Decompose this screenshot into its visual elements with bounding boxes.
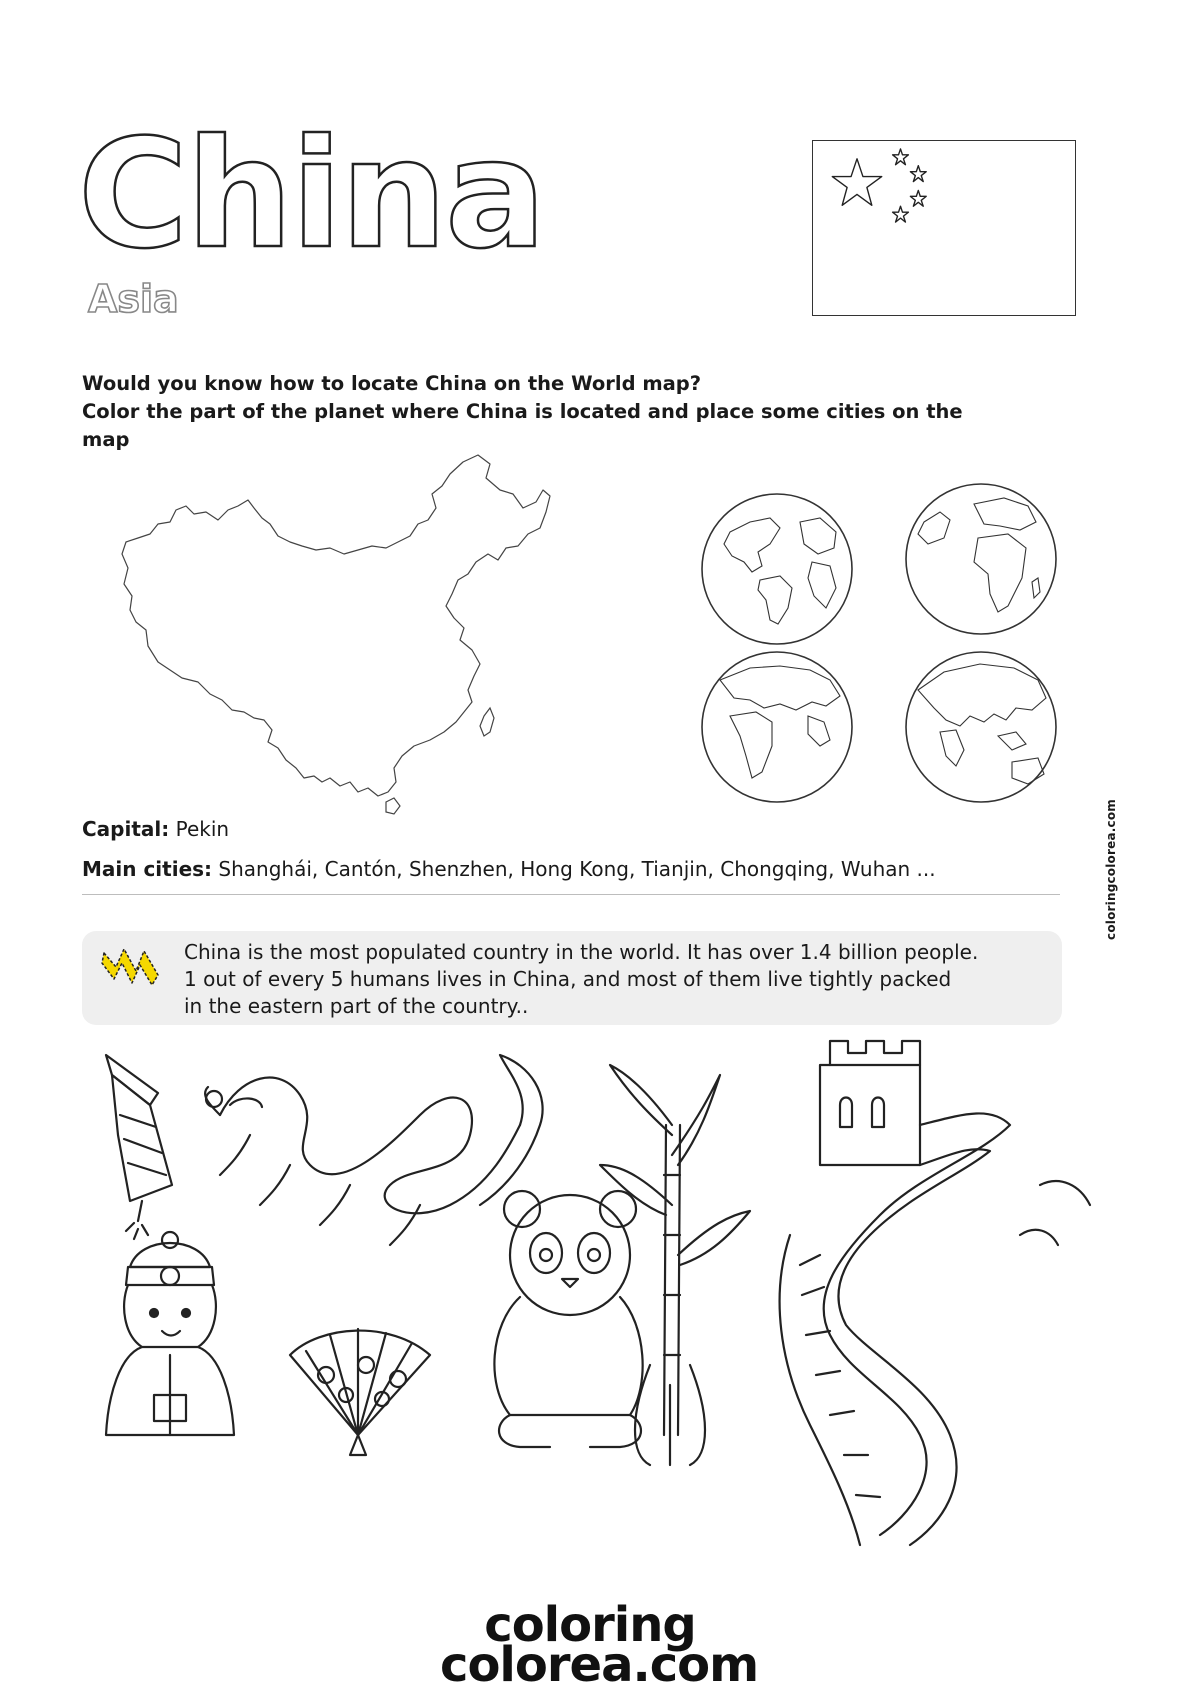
- dragon-icon: [205, 1055, 543, 1245]
- yellow-zigzag-icon: [100, 941, 170, 991]
- illustrations-area: [90, 1035, 1140, 1565]
- logo-line-1: coloring: [484, 1597, 696, 1653]
- great-wall-icon: [780, 1041, 1090, 1545]
- china-flag: [812, 140, 1076, 316]
- fun-fact-text: [184, 939, 1044, 1020]
- panda-icon: [494, 1191, 642, 1447]
- boy-icon: [106, 1232, 234, 1435]
- instruction-line-1: Would you know how to locate China on the World map?: [82, 372, 702, 395]
- side-brand-text: coloringcolorea.com: [1104, 799, 1118, 940]
- fun-fact-line-3: in the eastern part of the country..: [184, 994, 529, 1018]
- instruction-line-2: Color the part of the planet where China is located and place some cities on the map: [82, 400, 963, 451]
- logo-line-2: colorea.com: [440, 1637, 759, 1693]
- fun-fact-line-2: 1 out of every 5 humans lives in China, and most of them live tightly packed: [184, 967, 952, 991]
- fun-fact-box: [82, 931, 1062, 1025]
- cities-line: [82, 856, 936, 882]
- fan-icon: [290, 1329, 430, 1455]
- firework-rocket-icon: [106, 1055, 172, 1239]
- brand-logo: [440, 1597, 759, 1693]
- continent-label: Asia: [88, 277, 179, 321]
- bamboo-icon: [600, 1065, 750, 1465]
- divider: [82, 894, 1060, 895]
- instructions: [82, 370, 982, 454]
- fun-fact-line-1: China is the most populated country in the world. It has over 1.4 billion people.: [184, 940, 979, 964]
- capital-value: Pekin: [169, 817, 230, 841]
- capital-label: Capital:: [82, 817, 170, 841]
- cities-value: Shanghái, Cantón, Shenzhen, Hong Kong, Tianjin, Chongqing, Wuhan ...: [212, 857, 936, 881]
- cities-label: Main cities:: [82, 857, 213, 881]
- globe-europe-africa-icon: [700, 650, 854, 804]
- globe-asia-icon: [904, 650, 1058, 804]
- globe-africa-icon: [904, 482, 1058, 636]
- flag-stars-icon: [813, 141, 1075, 315]
- page-title: China: [78, 108, 545, 282]
- globe-americas-icon: [700, 492, 854, 646]
- capital-line: [82, 816, 229, 842]
- china-outline-map: [118, 450, 580, 830]
